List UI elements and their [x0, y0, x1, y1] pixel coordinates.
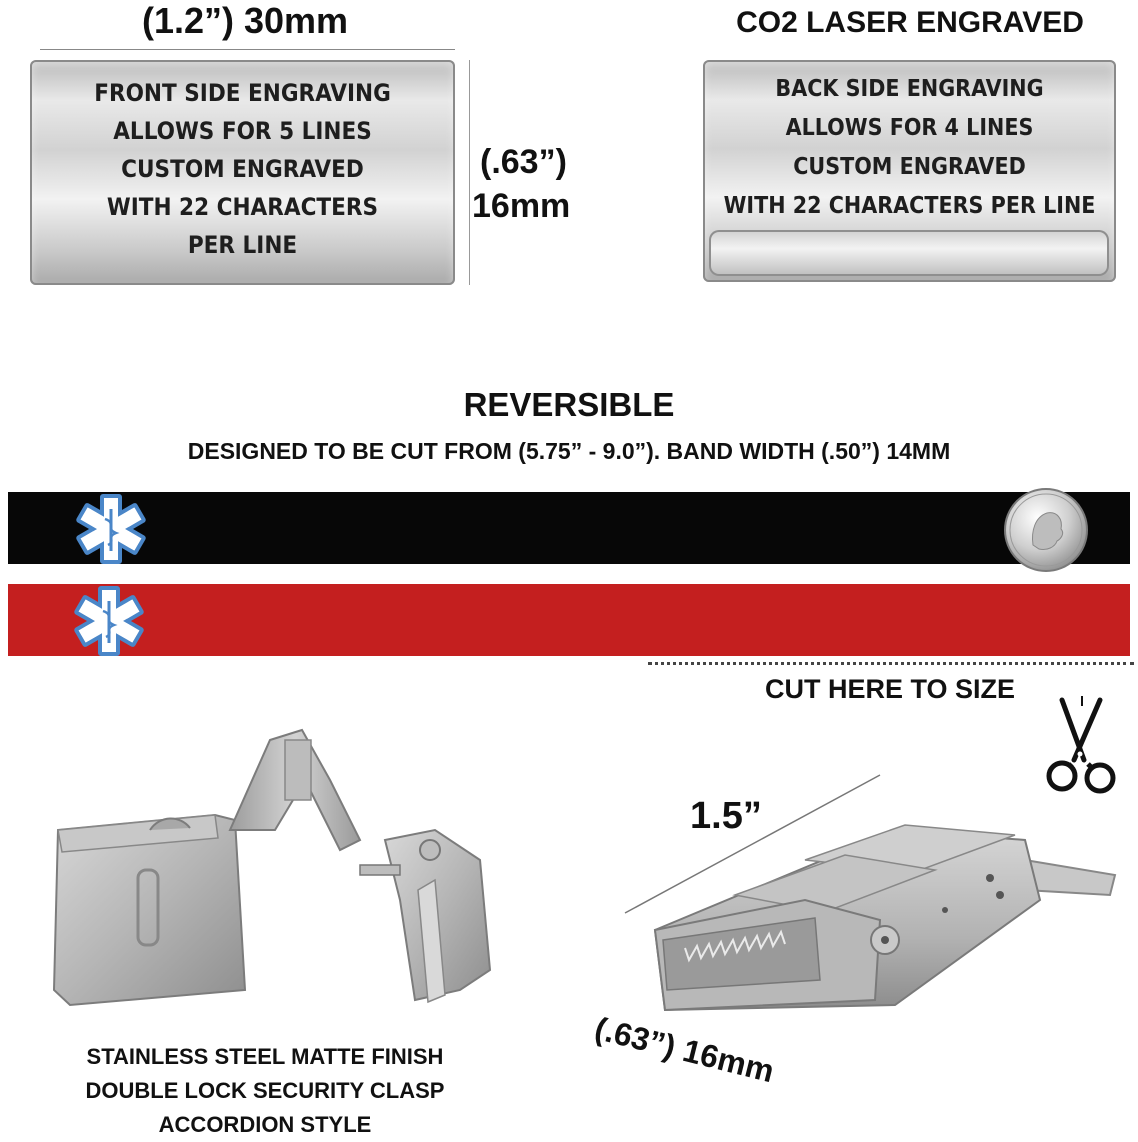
clasp-caption-line-2: DOUBLE LOCK SECURITY CLASP: [85, 1078, 445, 1103]
back-line-1: BACK SIDE ENGRAVING: [775, 76, 1044, 102]
front-line-5: PER LINE: [187, 231, 298, 259]
clasp-length-label: 1.5”: [690, 795, 762, 837]
dime-coin-icon: [1003, 487, 1089, 573]
back-engraving-plate: [703, 60, 1116, 282]
front-line-2: ALLOWS FOR 5 LINES: [113, 117, 372, 145]
front-line-4: WITH 22 CHARACTERS: [106, 193, 379, 221]
front-width-dimension-line: [40, 49, 455, 50]
band-size-subtitle: DESIGNED TO BE CUT FROM (5.75” - 9.0”). BAND WIDTH (.50”) 14MM: [187, 438, 951, 464]
star-of-life-icon: [75, 493, 147, 565]
star-of-life-icon: [73, 585, 145, 657]
clasp-caption-line-3: ACCORDION STYLE: [158, 1112, 372, 1137]
back-plate-fold-lip: [709, 230, 1109, 276]
cut-dotted-line: [648, 662, 1134, 665]
front-height-label: [472, 140, 592, 228]
closed-clasp-image: [645, 800, 1125, 1020]
laser-engraved-title: CO2 LASER ENGRAVED: [736, 6, 1084, 39]
front-height-dimension-line: [469, 60, 470, 285]
front-line-1: FRONT SIDE ENGRAVING: [94, 79, 391, 107]
black-band: [8, 492, 1130, 564]
clasp-caption-line-1: STAINLESS STEEL MATTE FINISH: [86, 1044, 444, 1069]
reversible-title: REVERSIBLE: [463, 386, 675, 423]
front-width-label: (1.2”) 30mm: [141, 0, 349, 41]
scissors-icon: [1040, 692, 1120, 802]
back-line-3: CUSTOM ENGRAVED: [793, 154, 1026, 180]
front-line-3: CUSTOM ENGRAVED: [121, 155, 364, 183]
cut-here-label: CUT HERE TO SIZE: [764, 674, 1016, 704]
front-height-inches: (.63”): [480, 143, 567, 181]
front-engraving-plate: [30, 60, 455, 285]
back-line-4: WITH 22 CHARACTERS PER LINE: [723, 193, 1096, 219]
clasp-width-label: (.63”) 16mm: [591, 1010, 778, 1090]
open-clasp-image: [40, 720, 510, 1030]
front-height-mm: 16mm: [472, 187, 571, 225]
clasp-caption: [20, 1040, 510, 1142]
back-line-2: ALLOWS FOR 4 LINES: [785, 115, 1034, 141]
red-band: [8, 584, 1130, 656]
